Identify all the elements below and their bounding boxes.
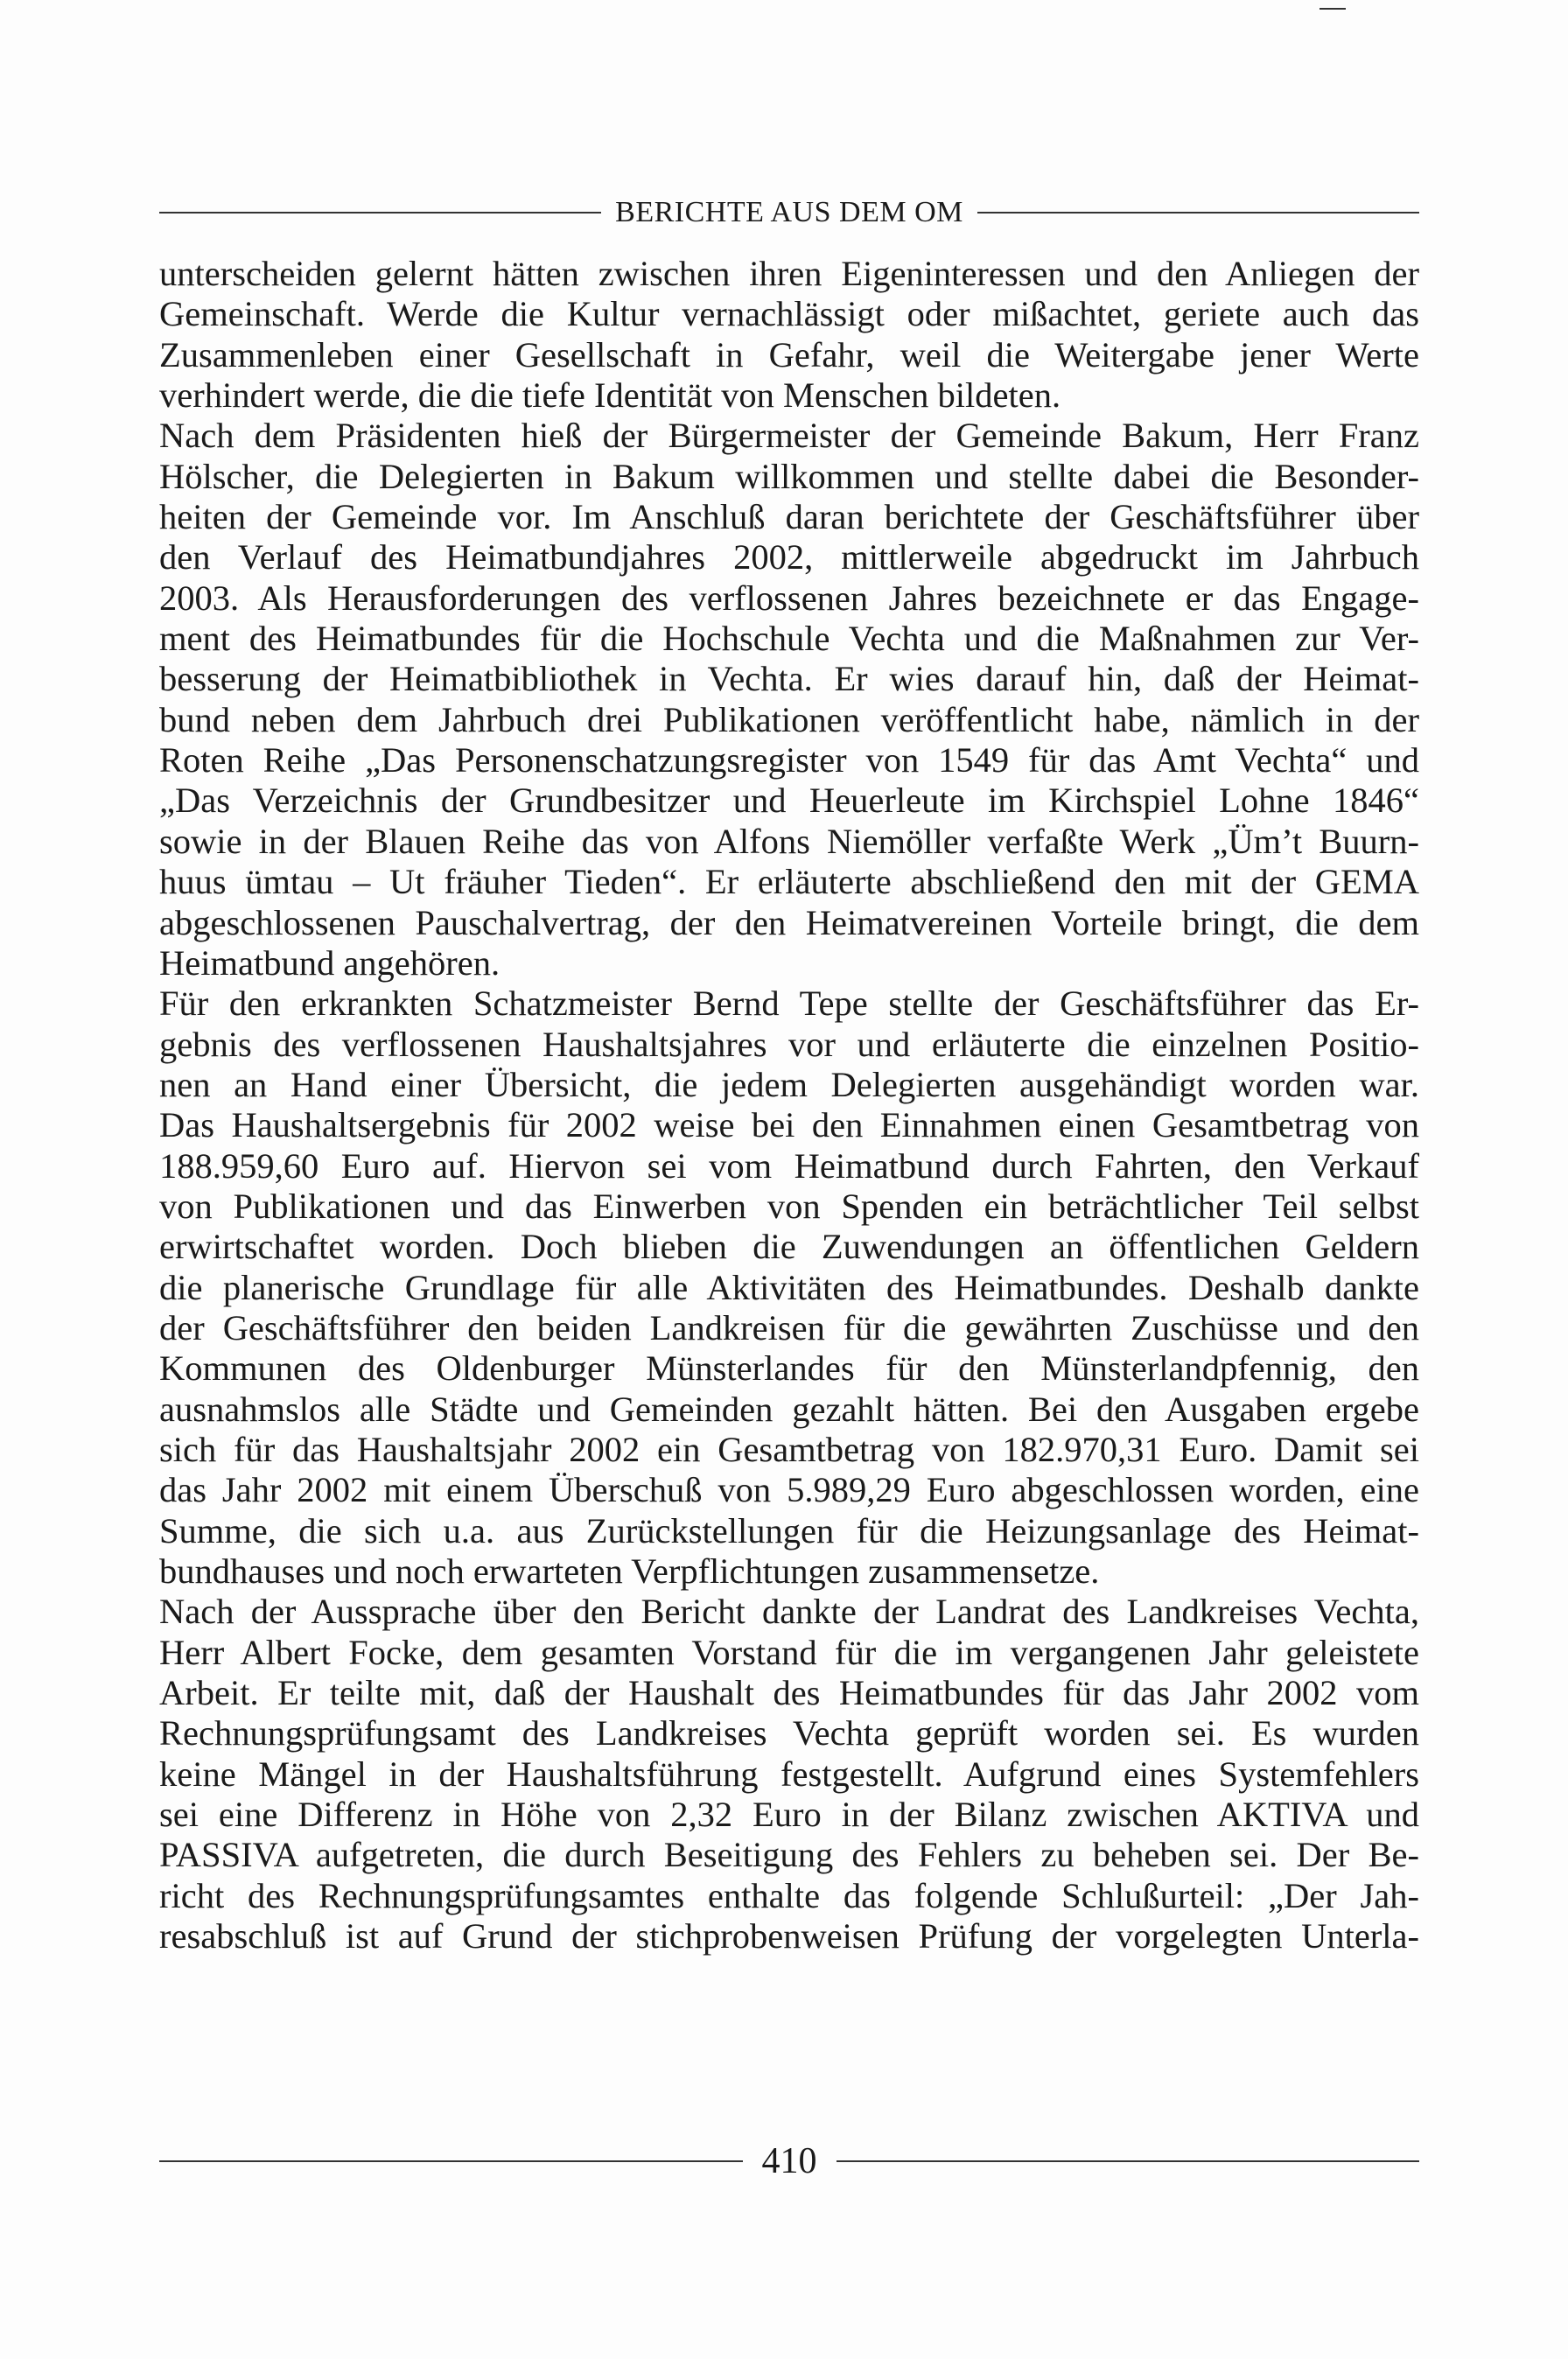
text-line: ment des Heimatbundes für die Hochschule Vechta und die Maßnahmen zur Ver- [159, 619, 1419, 659]
running-head [159, 191, 1419, 234]
text-line: von Publikationen und das Einwerben von Spenden ein beträchtlicher Teil selbst [159, 1186, 1419, 1226]
text-line: keine Mängel in der Haushaltsführung festgestellt. Aufgrund eines Systemfehlers [159, 1754, 1419, 1794]
text-line: Arbeit. Er teilte mit, daß der Haushalt des Heimatbundes für das Jahr 2002 vom [159, 1673, 1419, 1713]
text-line: PASSIVA aufgetreten, die durch Beseitigung des Fehlers zu beheben sei. Der Be- [159, 1835, 1419, 1875]
text-line: Summe, die sich u.a. aus Zurückstellungen für die Heizungsanlage des Heimat- [159, 1510, 1419, 1550]
text-line: huus ümtau – Ut fräuher Tieden“. Er erläuterte abschließend den mit der GEMA [159, 862, 1419, 902]
text-line: Hölscher, die Delegierten in Bakum willkommen und stellte dabei die Besonder- [159, 456, 1419, 496]
paragraph [159, 1592, 1419, 1956]
text-line: Roten Reihe „Das Personenschatzungsregister von 1549 für das Amt Vechta“ und [159, 740, 1419, 780]
text-line: Herr Albert Focke, dem gesamten Vorstand für die im vergangenen Jahr geleistete [159, 1632, 1419, 1672]
text-line: 188.959,60 Euro auf. Hiervon sei vom Heimatbund durch Fahrten, den Verkauf [159, 1145, 1419, 1186]
text-line: Nach der Aussprache über den Bericht dankte der Landrat des Landkreises Vechta, [159, 1592, 1419, 1632]
text-line: der Geschäftsführer den beiden Landkreisen für die gewährten Zuschüsse und den [159, 1307, 1419, 1348]
text-line: die planerische Grundlage für alle Aktivitäten des Heimatbundes. Deshalb dankte [159, 1267, 1419, 1307]
text-line: 2003. Als Herausforderungen des verflossenen Jahres bezeichnete er das Engage- [159, 578, 1419, 618]
paragraph [159, 984, 1419, 1592]
header-rule-right [977, 212, 1419, 214]
text-line: abgeschlossenen Pauschalvertrag, der den Heimatvereinen Vorteile bringt, die dem [159, 902, 1419, 942]
text-line: richt des Rechnungsprüfungsamtes enthalte das folgende Schlußurteil: „Der Jah- [159, 1875, 1419, 1915]
text-line: das Jahr 2002 mit einem Überschuß von 5.989,29 Euro abgeschlossen worden, eine [159, 1470, 1419, 1510]
text-line: heiten der Gemeinde vor. Im Anschluß daran berichtete der Geschäftsführer über [159, 497, 1419, 537]
text-line: Für den erkrankten Schatzmeister Bernd Tepe stellte der Geschäftsführer das Er- [159, 984, 1419, 1024]
page-footer [159, 2135, 1419, 2188]
text-line: gebnis des verflossenen Haushaltsjahres vor und erläuterte die einzelnen Positio- [159, 1024, 1419, 1064]
footer-rule-right [836, 2160, 1420, 2162]
text-line: verhindert werde, die die tiefe Identität von Menschen bildeten. [159, 375, 1061, 416]
text-line: Gemeinschaft. Werde die Kultur vernachlässigt oder mißachtet, geriete auch das [159, 294, 1419, 334]
paragraph [159, 254, 1419, 416]
text-line: bundhauses und noch erwarteten Verpflichtungen zusammensetze. [159, 1551, 1100, 1591]
text-line: Heimatbund angehören. [159, 942, 500, 983]
text-line: Zusammenleben einer Gesellschaft in Gefahr, weil die Weitergabe jener Werte [159, 334, 1419, 374]
page-number: 410 [761, 2141, 817, 2181]
text-line: besserung der Heimatbibliothek in Vechta. Er wies darauf hin, daß der Heimat- [159, 659, 1419, 699]
text-line: unterscheiden gelernt hätten zwischen ihren Eigeninteressen und den Anliegen der [159, 254, 1419, 293]
text-line: Das Haushaltsergebnis für 2002 weise bei den Einnahmen einen Gesamtbetrag von [159, 1105, 1419, 1145]
text-line: sowie in der Blauen Reihe das von Alfons Niemöller verfaßte Werk „Üm’t Buurn- [159, 821, 1419, 861]
text-line: Kommunen des Oldenburger Münsterlandes für den Münsterlandpfennig, den [159, 1348, 1419, 1389]
text-line: den Verlauf des Heimatbundjahres 2002, mittlerweile abgedruckt im Jahrbuch [159, 537, 1419, 578]
text-line: „Das Verzeichnis der Grundbesitzer und Heuerleute im Kirchspiel Lohne 1846“ [159, 780, 1419, 821]
text-line: bund neben dem Jahrbuch drei Publikationen veröffentlicht habe, nämlich in der [159, 699, 1419, 739]
text-line: ausnahmslos alle Städte und Gemeinden gezahlt hätten. Bei den Ausgaben ergebe [159, 1389, 1419, 1429]
text-line: Rechnungsprüfungsamt des Landkreises Vechta geprüft worden sei. Es wurden [159, 1713, 1419, 1754]
header-rule-left [159, 212, 601, 214]
text-line: Nach dem Präsidenten hieß der Bürgermeister der Gemeinde Bakum, Herr Franz [159, 416, 1419, 456]
running-head-title: BERICHTE AUS DEM OM [615, 196, 963, 228]
scan-corner-mark [1320, 8, 1346, 10]
text-line: resabschluß ist auf Grund der stichprobenweisen Prüfung der vorgelegten Unterla- [159, 1916, 1419, 1956]
text-line: sich für das Haushaltsjahr 2002 ein Gesamtbetrag von 182.970,31 Euro. Damit sei [159, 1429, 1419, 1469]
text-line: erwirtschaftet worden. Doch blieben die Zuwendungen an öffentlichen Geldern [159, 1227, 1419, 1267]
footer-rule-left [159, 2160, 743, 2162]
paragraph [159, 416, 1419, 984]
text-line: sei eine Differenz in Höhe von 2,32 Euro in der Bilanz zwischen AKTIVA und [159, 1795, 1419, 1835]
body-text [159, 254, 1419, 1956]
text-line: nen an Hand einer Übersicht, die jedem Delegierten ausgehändigt worden war. [159, 1064, 1419, 1104]
